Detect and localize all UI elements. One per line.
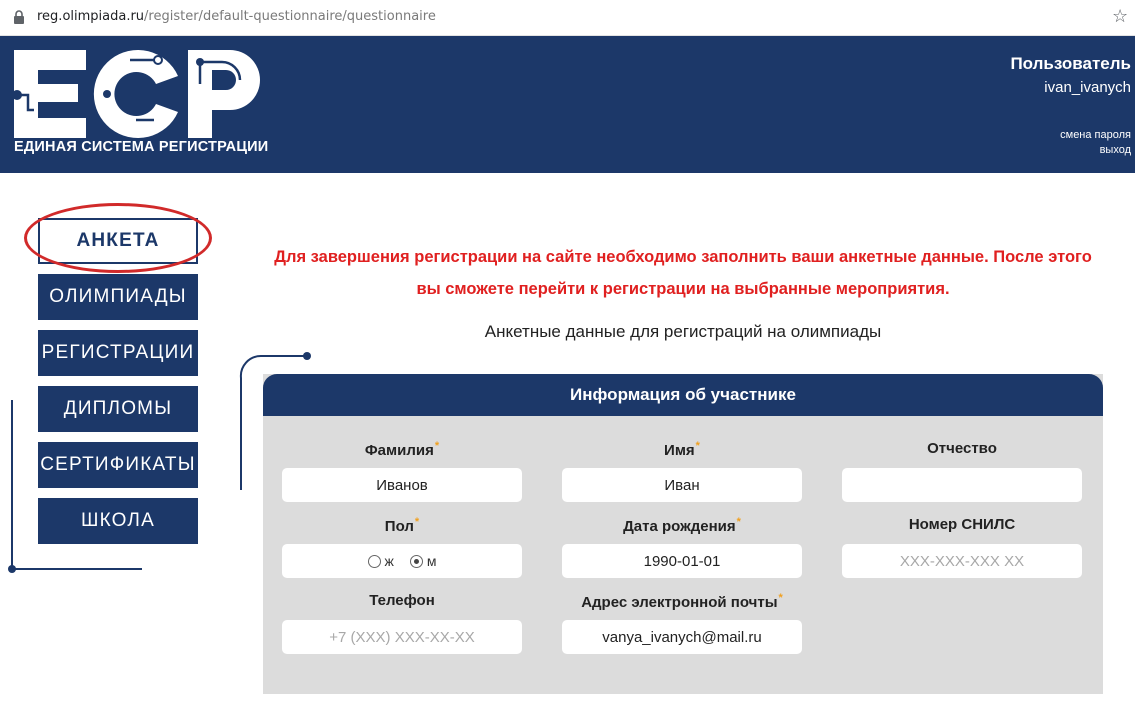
name-label <box>562 440 802 459</box>
lock-icon <box>13 10 25 24</box>
decor-dot-left <box>8 565 16 573</box>
sidebar-item-registrations[interactable]: РЕГИСТРАЦИИ <box>38 330 198 376</box>
gender-female-label: ж <box>384 553 394 569</box>
decor-line-horizontal-left <box>11 568 142 570</box>
bookmark-star-icon[interactable]: ☆ <box>1112 6 1129 27</box>
user-title: Пользователь <box>1010 54 1131 73</box>
username: ivan_ivanych <box>1044 79 1131 96</box>
decor-line-vertical-left <box>11 400 13 570</box>
patronymic-label: Отчество <box>927 440 997 457</box>
name-label-text: Имя <box>664 442 695 459</box>
required-mark: * <box>414 516 420 528</box>
name-input[interactable]: Иван <box>562 468 802 502</box>
phone-label: Телефон <box>369 592 435 609</box>
gender-male-label: м <box>426 553 437 569</box>
logo-subtitle: ЕДИНАЯ СИСТЕМА РЕГИСТРАЦИИ <box>14 139 269 155</box>
logout-link[interactable]: выход <box>1099 144 1131 156</box>
gender-radio-male[interactable] <box>410 553 437 569</box>
birthdate-label <box>562 516 802 535</box>
notice-line-2: вы сможете перейти к регистрации на выбранные мероприятия. <box>416 280 950 298</box>
birthdate-input[interactable]: 1990-01-01 <box>562 544 802 578</box>
esr-logo[interactable] <box>8 50 264 140</box>
participant-info-card <box>263 374 1103 694</box>
notice-line-1: Для завершения регистрации на сайте необходимо заполнить ваши анкетные данные. После этого <box>274 248 1092 266</box>
required-mark: * <box>695 440 700 452</box>
registration-notice <box>232 241 1134 305</box>
sidebar-item-anketa[interactable]: АНКЕТА <box>38 218 198 264</box>
birthdate-label-text: Дата рождения <box>623 518 736 535</box>
surname-input[interactable]: Иванов <box>282 468 522 502</box>
url-path: /register/default-questionnaire/questionnaire <box>144 9 436 24</box>
surname-label-text: Фамилия <box>364 442 434 459</box>
sidebar-item-school[interactable]: ШКОЛА <box>38 498 198 544</box>
gender-radio-female[interactable] <box>368 553 394 569</box>
surname-label <box>282 440 522 459</box>
sidebar-item-olympiads[interactable]: ОЛИМПИАДЫ <box>38 274 198 320</box>
site-header <box>0 36 1135 173</box>
required-mark: * <box>434 440 440 452</box>
snils-label: Номер СНИЛС <box>908 516 1016 533</box>
card-title: Информация об участнике <box>263 374 1103 416</box>
email-input[interactable]: vanya_ivanych@mail.ru <box>562 620 802 654</box>
gender-label <box>282 516 522 535</box>
snils-input[interactable]: XXX-XXX-XXX XX <box>842 544 1082 578</box>
required-mark: * <box>778 592 783 604</box>
url-text[interactable] <box>37 9 436 24</box>
radio-circle-icon <box>368 555 381 568</box>
browser-address-bar[interactable] <box>0 0 1135 36</box>
phone-input[interactable]: +7 (XXX) XXX-XX-XX <box>282 620 522 654</box>
email-label <box>562 592 802 611</box>
required-mark: * <box>736 516 741 528</box>
url-domain: reg.olimpiada.ru <box>37 9 145 24</box>
gender-radio-group <box>282 544 522 578</box>
radio-checked-icon <box>410 555 423 568</box>
sidebar-item-certificates[interactable]: СЕРТИФИКАТЫ <box>38 442 198 488</box>
gender-label-text: Пол <box>384 518 414 535</box>
sidebar-item-diplomas[interactable]: ДИПЛОМЫ <box>38 386 198 432</box>
change-password-link[interactable]: смена пароля <box>1060 129 1131 141</box>
email-label-text: Адрес электронной почты <box>581 594 778 611</box>
page-subtitle: Анкетные данные для регистраций на олимпиады <box>484 322 882 341</box>
patronymic-input[interactable] <box>842 468 1082 502</box>
